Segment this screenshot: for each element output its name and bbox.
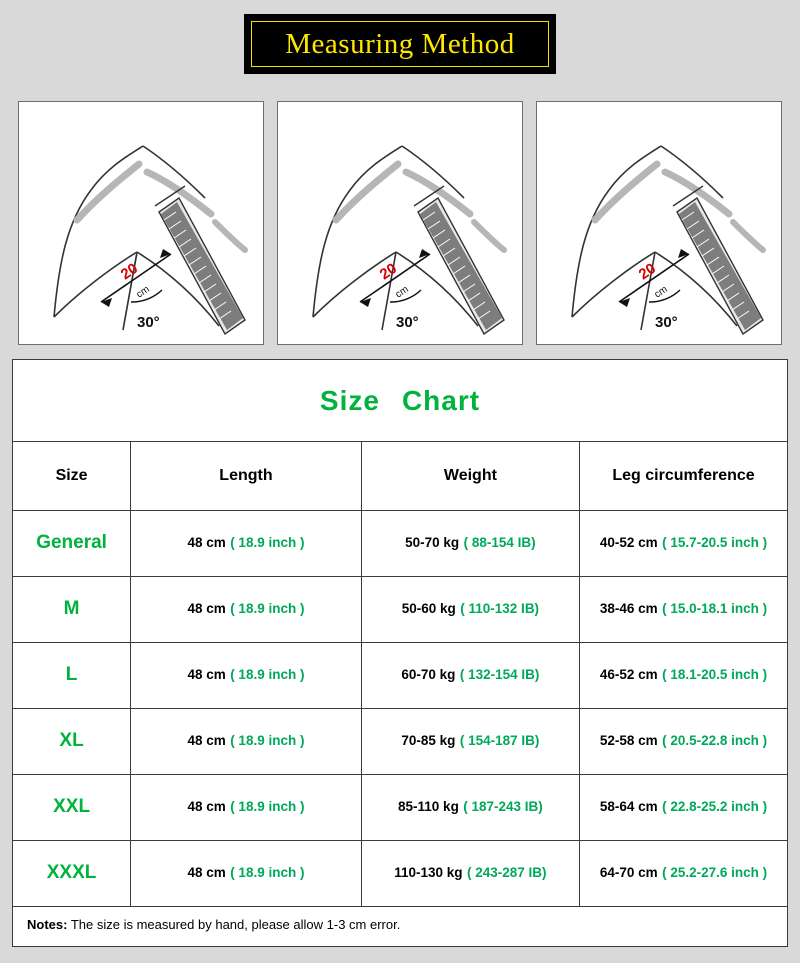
svg-text:30°: 30° [137,314,160,331]
row-weight-sub: ( 154-187 IB) [459,733,540,748]
row-length-sub: ( 18.9 inch ) [230,733,305,748]
row-weight-main: 110-130 kg [394,865,463,880]
row-weight-sub: ( 132-154 IB) [459,667,540,682]
row-weight-main: 50-60 kg [401,601,456,616]
row-weight-main: 60-70 kg [401,667,456,682]
row-length-sub: ( 18.9 inch ) [230,865,305,880]
table-row [13,708,787,774]
row-length-main: 48 cm [187,535,226,550]
row-circ-main: 46-52 cm [599,667,658,682]
table-row [13,774,787,840]
notes-text: The size is measured by hand, please allow 1-3 cm error. [67,916,401,932]
row-circ-main: 38-46 cm [599,601,658,616]
size-chart-heading-word2: Chart [401,384,481,416]
column-header-length: Length [131,442,362,510]
row-length-sub: ( 18.9 inch ) [230,535,305,550]
column-header-weight: Weight [361,442,579,510]
row-length-sub: ( 18.9 inch ) [230,799,305,814]
row-size-label: XXXL [46,862,97,883]
row-circ-sub: ( 18.1-20.5 inch ) [662,667,768,682]
title-banner [244,14,556,74]
notes [13,907,787,932]
column-header-size: Size [13,442,131,510]
row-circ-main: 40-52 cm [599,535,658,550]
row-weight-sub: ( 243-287 IB) [467,865,547,880]
row-circ-sub: ( 15.7-20.5 inch ) [662,535,768,550]
size-chart-heading-word1: Size [319,384,380,416]
svg-text:20: 20 [635,259,660,284]
svg-text:cm: cm [393,283,411,301]
table-row [13,642,787,708]
size-chart-box [12,359,788,947]
table-header-row [13,442,787,510]
row-weight-sub: ( 187-243 IB) [463,799,543,814]
row-weight-sub: ( 88-154 IB) [463,535,536,550]
svg-text:20: 20 [117,259,142,284]
row-circ-main: 52-58 cm [599,733,658,748]
leg-diagram-icon [278,102,523,345]
column-header-leg-circumference: Leg circumference [580,442,787,510]
measuring-illustration-2 [277,101,523,345]
row-length-main: 48 cm [187,667,226,682]
row-size-label: General [36,532,107,553]
page-title: Measuring Method [285,27,515,60]
row-size-label: M [63,598,80,619]
row-length-sub: ( 18.9 inch ) [230,667,305,682]
size-table [13,442,787,907]
row-weight-sub: ( 110-132 IB) [460,601,540,616]
row-length-main: 48 cm [187,601,226,616]
row-length-main: 48 cm [187,733,226,748]
measuring-illustration-1 [18,101,264,345]
svg-text:30°: 30° [655,314,678,331]
table-row [13,576,787,642]
svg-text:20: 20 [376,259,401,284]
row-circ-sub: ( 22.8-25.2 inch ) [662,799,768,814]
row-size-label: XXL [53,796,91,817]
svg-text:cm: cm [134,283,152,301]
row-weight-main: 50-70 kg [405,535,460,550]
row-size-label: L [65,664,78,685]
row-circ-sub: ( 20.5-22.8 inch ) [662,733,768,748]
row-size-label: XL [59,730,84,751]
row-length-main: 48 cm [187,865,226,880]
table-row [13,510,787,576]
notes-label: Notes: [27,916,68,932]
title-banner-inner-border [251,21,549,67]
row-circ-main: 64-70 cm [599,865,658,880]
row-circ-sub: ( 15.0-18.1 inch ) [662,601,768,616]
illustration-row [18,101,782,345]
leg-diagram-icon [19,102,264,345]
row-length-main: 48 cm [187,799,226,814]
size-chart-heading [13,360,787,442]
row-weight-main: 70-85 kg [401,733,456,748]
row-circ-main: 58-64 cm [599,799,658,814]
svg-text:30°: 30° [396,314,419,331]
measuring-illustration-3 [536,101,782,345]
row-length-sub: ( 18.9 inch ) [230,601,305,616]
table-row [13,840,787,906]
leg-diagram-icon [537,102,782,345]
svg-text:cm: cm [652,283,670,301]
row-circ-sub: ( 25.2-27.6 inch ) [662,865,768,880]
row-weight-main: 85-110 kg [398,799,459,814]
